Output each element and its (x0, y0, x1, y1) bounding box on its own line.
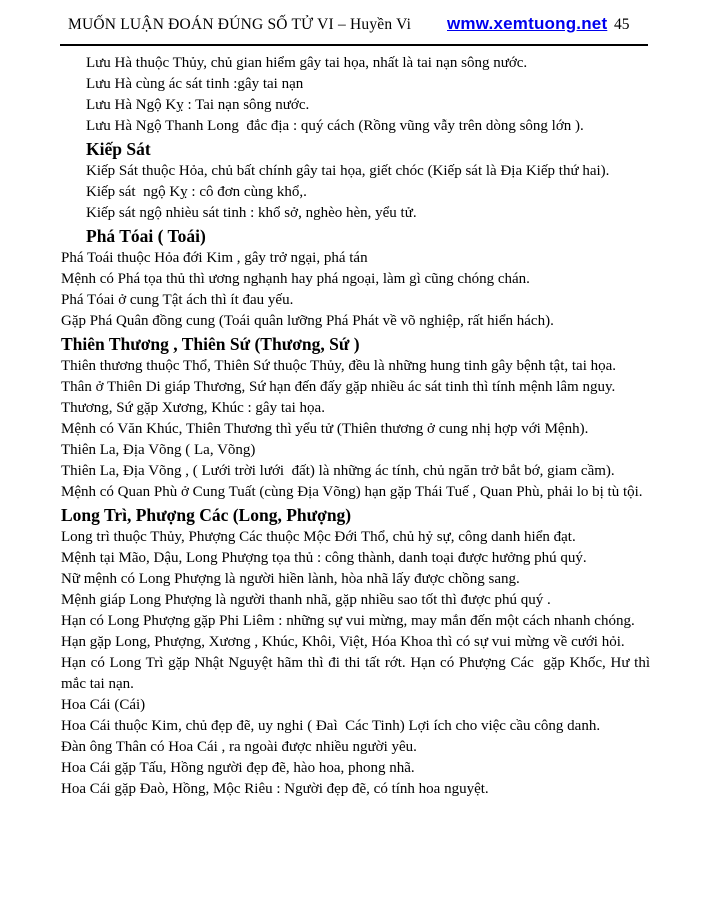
text-line: Mệnh tại Mão, Dậu, Long Phượng tọa thủ : công thành, danh toại được hưởng phú quý. (61, 550, 587, 566)
section-heading: Thiên Thương , Thiên Sứ (Thương, Sứ ) (61, 334, 360, 354)
text-line: Hạn có Long Phượng gặp Phi Liêm : những sự vui mừng, may mắn đến một cách nhanh chóng. (61, 613, 635, 629)
text-line: Nữ mệnh có Long Phượng là người hiền lành, hòa nhã lấy được chồng sang. (61, 571, 520, 587)
section-heading: Long Trì, Phượng Các (Long, Phượng) (61, 505, 352, 525)
text-line: Hoa Cái thuộc Kim, chủ đẹp đẽ, uy nghi ( Đaì Các Tinh) Lợi ích cho việc cầu công danh. (61, 718, 601, 734)
section-heading: Phá Tóai ( Toái) (86, 226, 206, 246)
text-line: Thiên La, Địa Võng ( La, Võng) (61, 442, 256, 458)
text-line: Mệnh có Văn Khúc, Thiên Thương thì yểu tử (Thiên thương ở cung nhị hợp với Mệnh). (61, 421, 589, 437)
text-line: Mệnh có Quan Phù ở Cung Tuất (cùng Địa Võng) hạn gặp Thái Tuế , Quan Phù, phải lo bị tù tội. (61, 484, 643, 500)
text-line: Phá Toái thuộc Hỏa đới Kim , gây trở ngại, phá tán (61, 250, 368, 266)
text-line: Kiếp Sát thuộc Hỏa, chủ bất chính gây tai họa, giết chóc (Kiếp sát là Địa Kiếp thứ hai). (86, 163, 610, 179)
text-line: Phá Tóai ở cung Tật ách thì ít đau yếu. (61, 292, 294, 308)
text-line: Thiên La, Địa Võng , ( Lưới trời lưới đất) là những ác tính, chủ ngăn trở bắt bớ, giam cầm). (61, 463, 615, 479)
page-header (0, 0, 705, 44)
text-line: Lưu Hà cùng ác sát tinh :gây tai nạn (86, 76, 304, 92)
text-line: Thương, Sứ gặp Xương, Khúc : gây tai họa. (61, 400, 325, 416)
text-line: Mệnh giáp Long Phượng là người thanh nhã, gặp nhiều sao tốt thì được phú quý . (61, 592, 551, 608)
text-line: Hoa Cái gặp Đaò, Hồng, Mộc Riêu : Người đẹp đẽ, có tính hoa nguyệt. (61, 781, 489, 797)
text-line: Đàn ông Thân có Hoa Cái , ra ngoài được nhiều người yêu. (61, 739, 417, 755)
text-line: Mệnh có Phá tọa thủ thì ương nghạnh hay phá ngoại, làm gì cũng chóng chán. (61, 271, 530, 287)
page-body (0, 46, 705, 800)
text-line: Gặp Phá Quân đồng cung (Toái quân lưỡng Phá Phát về võ nghiệp, rất hiển hách). (61, 313, 554, 329)
text-line: Long trì thuộc Thủy, Phượng Các thuộc Mộc Đới Thổ, chủ hỷ sự, công danh hiển đạt. (61, 529, 576, 545)
text-line: Thân ở Thiên Di giáp Thương, Sứ hạn đến đấy gặp nhiều ác sát tinh thì tính mệnh lâm nguy. (61, 379, 616, 395)
text-line: Thiên thương thuộc Thổ, Thiên Sứ thuộc Thủy, đều là những hung tinh gây bệnh tật, tai họa. (61, 358, 617, 374)
section-heading: Kiếp Sát (86, 139, 151, 159)
site-link[interactable]: wmw.xemtuong.net (447, 14, 608, 33)
text-line: Kiếp sát ngộ nhièu sát tinh : khổ sở, nghèo hèn, yểu tử. (86, 205, 417, 221)
text-line: Hoa Cái (Cái) (61, 697, 146, 713)
text-line: Hoa Cái gặp Tấu, Hồng người đẹp đẽ, hào hoa, phong nhã. (61, 760, 415, 776)
text-line: Lưu Hà thuộc Thủy, chủ gian hiểm gây tai họa, nhất là tai nạn sông nước. (86, 55, 528, 71)
header-title: MUỐN LUẬN ĐOÁN ĐÚNG SỐ TỬ VI – Huyền Vi (68, 16, 412, 33)
page-number: 45 (614, 16, 630, 33)
text-line: Lưu Hà Ngộ Thanh Long đắc địa : quý cách (Rồng vũng vẫy trên dòng sông lớn ). (86, 118, 584, 134)
text-line: Hạn gặp Long, Phượng, Xương , Khúc, Khôi, Việt, Hóa Khoa thì có sự vui mừng về cưới hỏi. (61, 634, 625, 650)
text-line: Hạn có Long Trì gặp Nhật Nguyệt hãm thì đi thi tất rớt. Hạn có Phượng Các gặp Khốc, Hư thì mắc tai nạn. (61, 655, 654, 692)
text-line: Kiếp sát ngộ Kỵ : cô đơn cùng khổ,. (86, 184, 307, 200)
text-line: Lưu Hà Ngộ Kỵ : Tai nạn sông nước. (86, 97, 310, 113)
